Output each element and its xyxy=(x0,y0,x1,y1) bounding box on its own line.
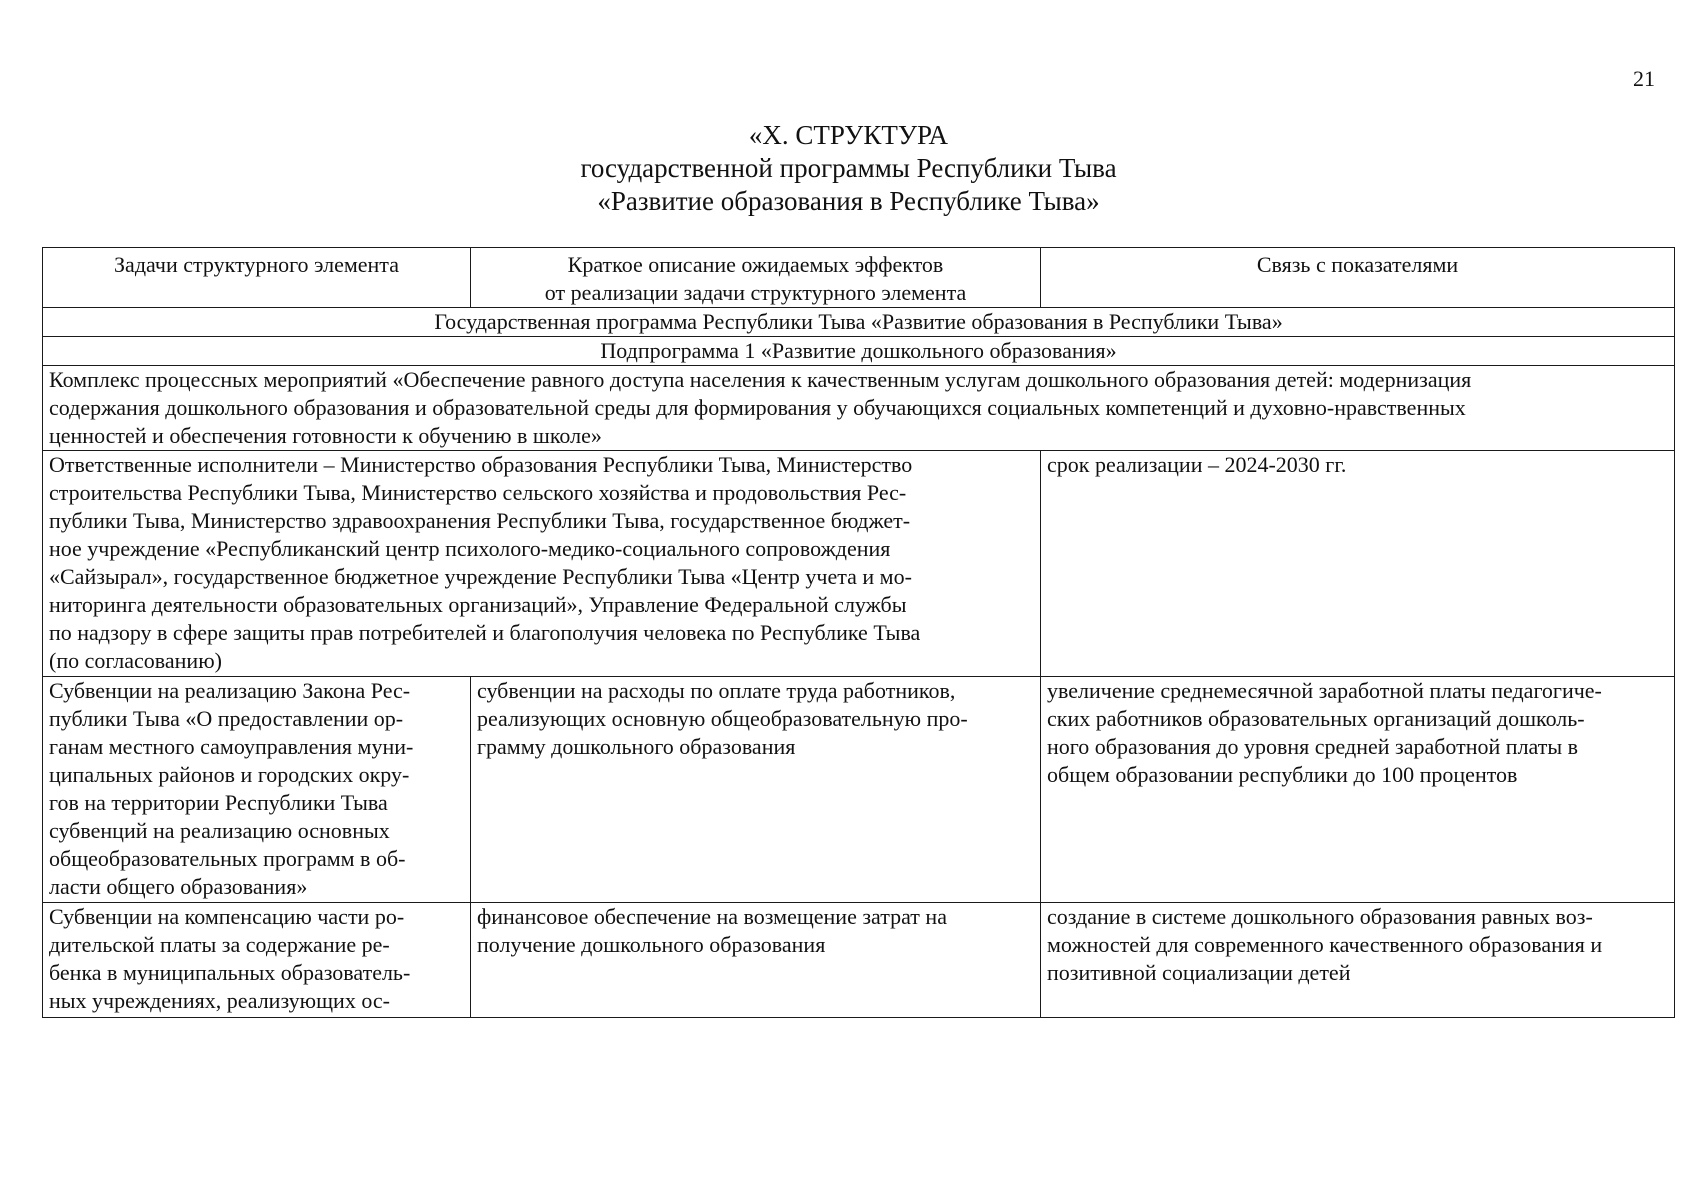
program-row xyxy=(43,308,1675,337)
title-line-2: государственной программы Республики Тыва xyxy=(580,153,1117,183)
table-header-row xyxy=(43,248,1675,308)
title-line-3: «Развитие образования в Республике Тыва» xyxy=(597,186,1100,216)
header-indicators: Связь с показателями xyxy=(1041,248,1675,308)
subprogram-title: Подпрограмма 1 «Развитие дошкольного образования» xyxy=(43,337,1675,366)
task-cell: Субвенции на реализацию Закона Рес- публики Тыва «О предоставлении ор- ганам местного самоуправления муни- ципальных районов и городских окру- гов на территории Республики Тыва субвенций на реализацию основных общеобразовательных программ в об- ласти общего образования» xyxy=(43,677,471,903)
indicator-cell: создание в системе дошкольного образования равных воз- можностей для современного качественного образования и позитивной социализации детей xyxy=(1041,903,1675,1018)
page-number: 21 xyxy=(1633,66,1655,91)
task-cell: Субвенции на компенсацию части ро- дительской платы за содержание ре- бенка в муниципальных образователь- ных учреждениях, реализующих ос- xyxy=(43,903,471,1018)
responsible-executors: Ответственные исполнители – Министерство образования Республики Тыва, Министерство строительства Республики Тыва, Министерство сельского хозяйства и продовольствия Рес- публики Тыва, Министерство здравоохранения Республики Тыва, государственное бюджет- ное учреждение «Республиканский центр психолого-медико-социального сопровождения «Сайзырал», государственное бюджетное учреждение Республики Тыва «Центр учета и мо- ниторинга деятельности образовательных организаций», Управление Федеральной службы по надзору в сфере защиты прав потребителей и благополучия человека по Республике Тыва (по согласованию) xyxy=(43,451,1041,677)
effect-cell: субвенции на расходы по оплате труда работников, реализующих основную общеобразовательную про- грамму дошкольного образования xyxy=(471,677,1041,903)
subprogram-row xyxy=(43,337,1675,366)
indicator-cell: увеличение среднемесячной заработной платы педагогиче- ских работников образовательных организаций дошколь- ного образования до уровня средней заработной платы в общем образовании республики до 100 процентов xyxy=(1041,677,1675,903)
complex-description: Комплекс процессных мероприятий «Обеспечение равного доступа населения к качественным услугам дошкольного образования детей: модернизация содержания дошкольного образования и образовательной среды для формирования у обучающихся социальных компетенций и духовно-нравственных ценностей и обеспечения готовности к обучению в школе» xyxy=(43,366,1675,451)
header-tasks: Задачи структурного элемента xyxy=(43,248,471,308)
complex-row xyxy=(43,366,1675,451)
table-row xyxy=(43,903,1675,1018)
title-line-1: «X. СТРУКТУРА xyxy=(748,120,949,150)
table-row xyxy=(43,677,1675,903)
program-title: Государственная программа Республики Тыва «Развитие образования в Республики Тыва» xyxy=(43,308,1675,337)
responsible-row xyxy=(43,451,1675,677)
effect-cell: финансовое обеспечение на возмещение затрат на получение дошкольного образования xyxy=(471,903,1041,1018)
structure-table xyxy=(42,247,1675,1018)
document-title xyxy=(0,119,1697,218)
header-effects: Краткое описание ожидаемых эффектов от реализации задачи структурного элемента xyxy=(471,248,1041,308)
implementation-term: срок реализации – 2024-2030 гг. xyxy=(1041,451,1675,677)
